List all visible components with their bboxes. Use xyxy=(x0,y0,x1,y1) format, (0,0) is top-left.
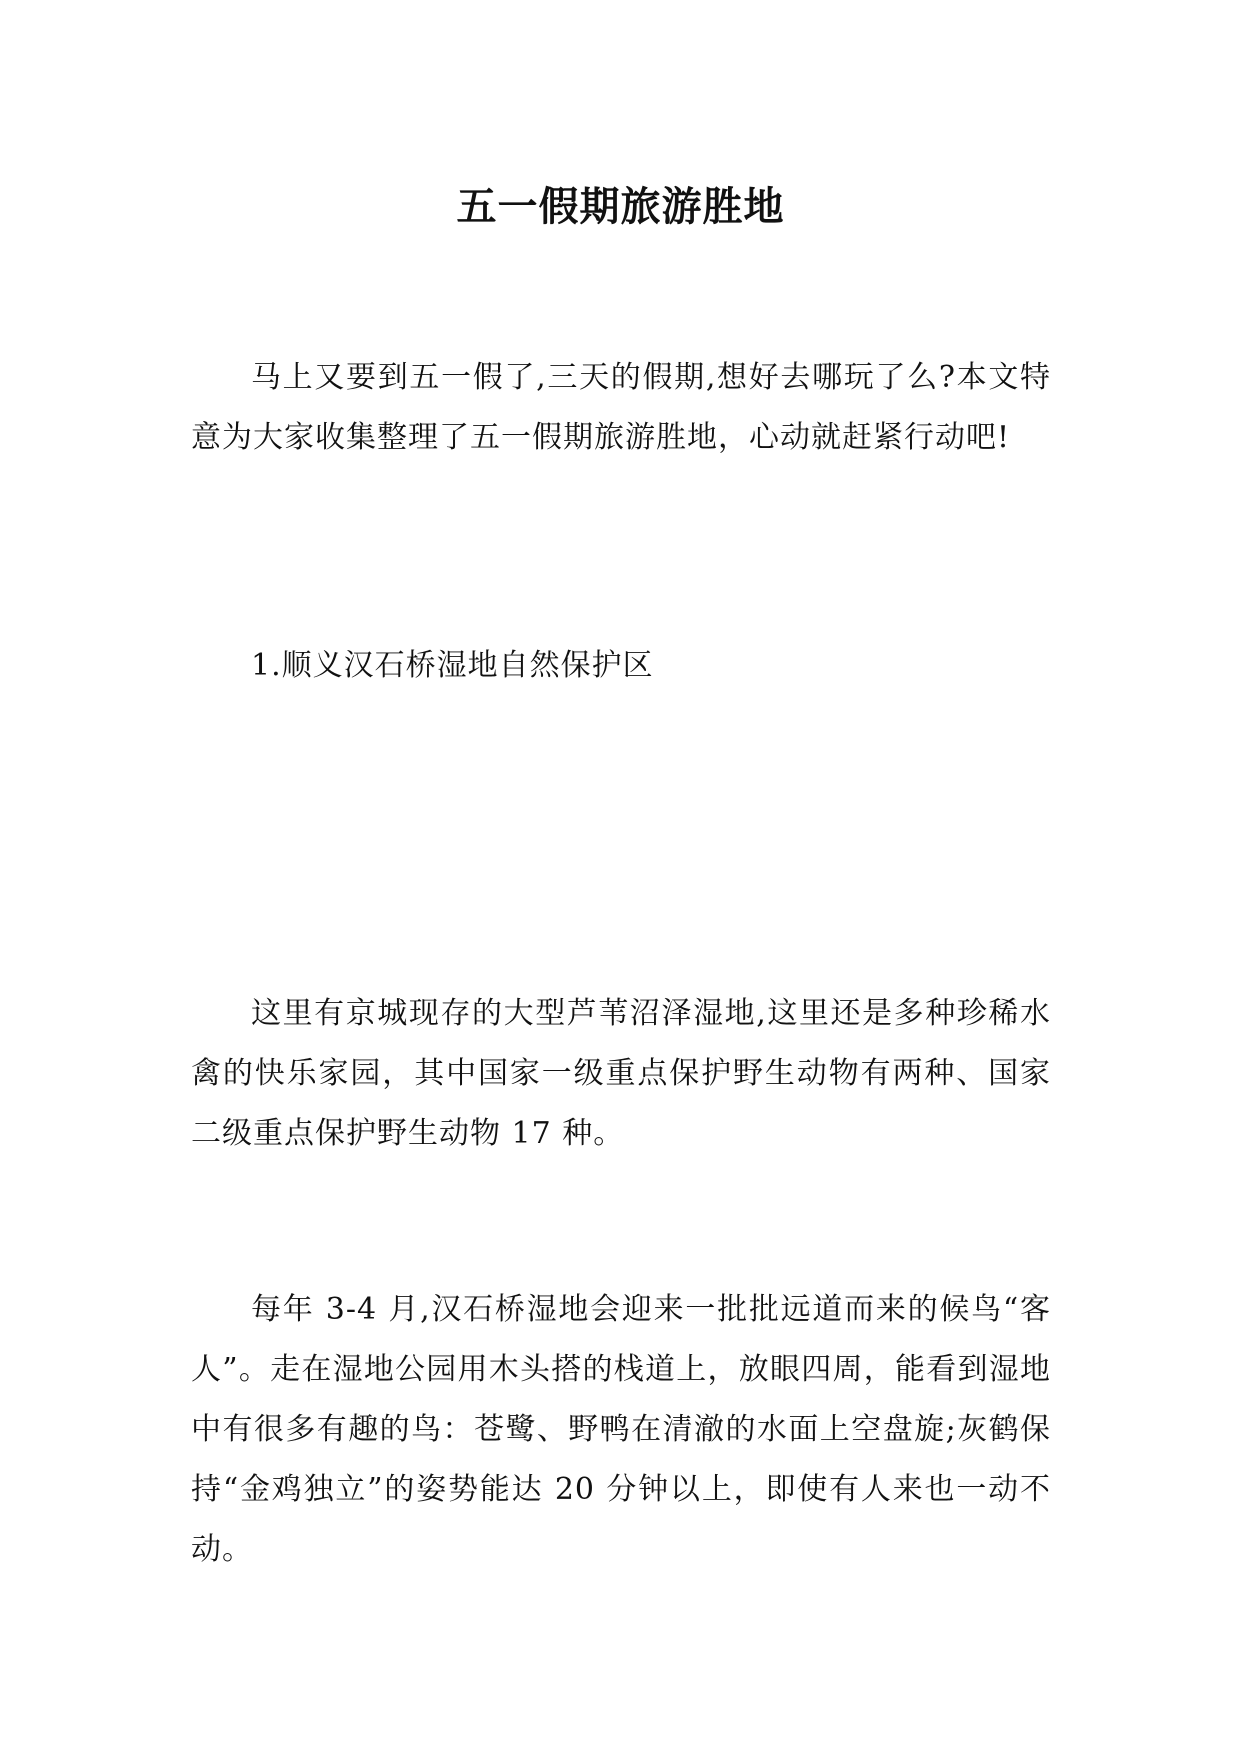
document-title: 五一假期旅游胜地 xyxy=(456,182,785,230)
body-paragraph: 每年 3-4 月,汉石桥湿地会迎来一批批远道而来的候鸟“客人”。走在湿地公园用木头搭的栈道上，放眼四周，能看到湿地中有很多有趣的鸟：苍鹭、野鸭在清澈的水面上空盘旋;灰鹤保持“金鸡独立”的姿势能达 20 分钟以上，即使有人来也一动不动。 xyxy=(191,1292,1051,1567)
intro-paragraph: 马上又要到五一假了,三天的假期,想好去哪玩了么?本文特意为大家收集整理了五一假期旅游胜地，心动就赶紧行动吧! xyxy=(191,360,1051,455)
body-paragraph: 这里有京城现存的大型芦苇沼泽湿地,这里还是多种珍稀水禽的快乐家园，其中国家一级重点保护野生动物有两种、国家二级重点保护野生动物 17 种。 xyxy=(191,996,1051,1151)
section-heading: 1.顺义汉石桥湿地自然保护区 xyxy=(251,648,654,683)
